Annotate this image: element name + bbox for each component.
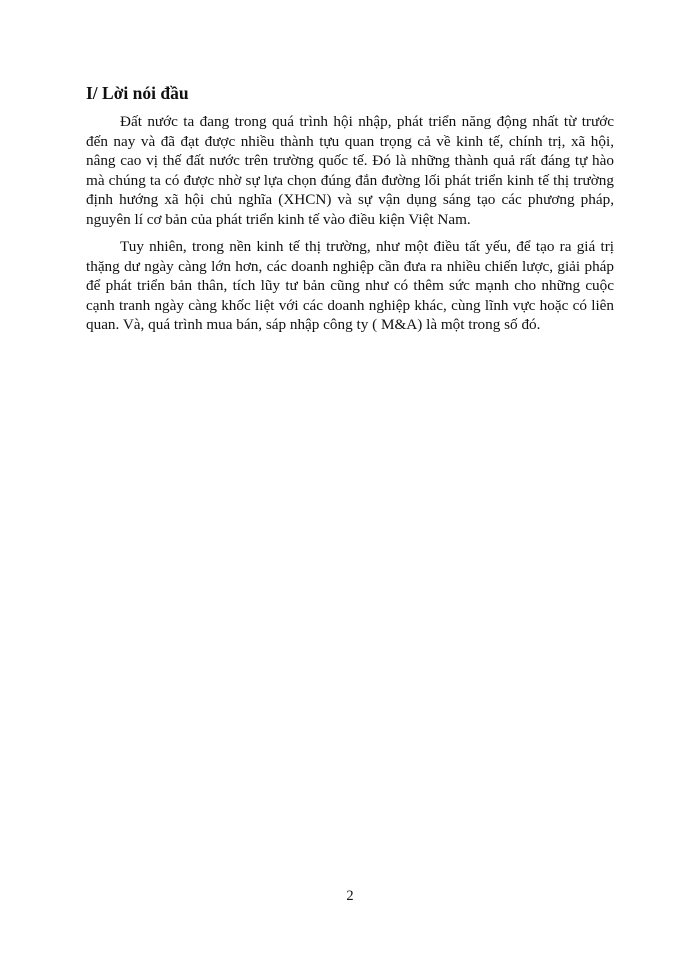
section-heading: I/ Lời nói đầu bbox=[86, 83, 189, 103]
page-number: 2 bbox=[346, 888, 354, 904]
paragraph-1: Đất nước ta đang trong quá trình hội nhập, phát triển năng động nhất từ trước đến nay và đã đạt được nhiều thành tựu quan trọng cả về kinh tế, chính trị, xã hội, nâng cao vị thế đất nước trên trường quốc tế. Đó là những thành quả rất đáng tự hào mà chúng ta có được nhờ sự lựa chọn đúng đắn đường lối phát triển kinh tế thị trường định hướng xã hội chủ nghĩa (XHCN) và sự vận dụng sáng tạo các phương pháp, nguyên lí cơ bản của phát triển kinh tế vào điều kiện Việt Nam. bbox=[86, 113, 614, 228]
page-content bbox=[86, 82, 614, 343]
paragraph-2: Tuy nhiên, trong nền kinh tế thị trường, như một điều tất yếu, để tạo ra giá trị thặng dư ngày càng lớn hơn, các doanh nghiệp cần đưa ra nhiều chiến lược, giải pháp để phát triển bản thân, tích lũy tư bản cũng như có thêm sức mạnh cho những cuộc cạnh tranh ngày càng khốc liệt với các doanh nghiệp khác, cùng lĩnh vực hoặc có liên quan. Và, quá trình mua bán, sáp nhập công ty ( M&A) là một trong số đó. bbox=[86, 238, 614, 333]
